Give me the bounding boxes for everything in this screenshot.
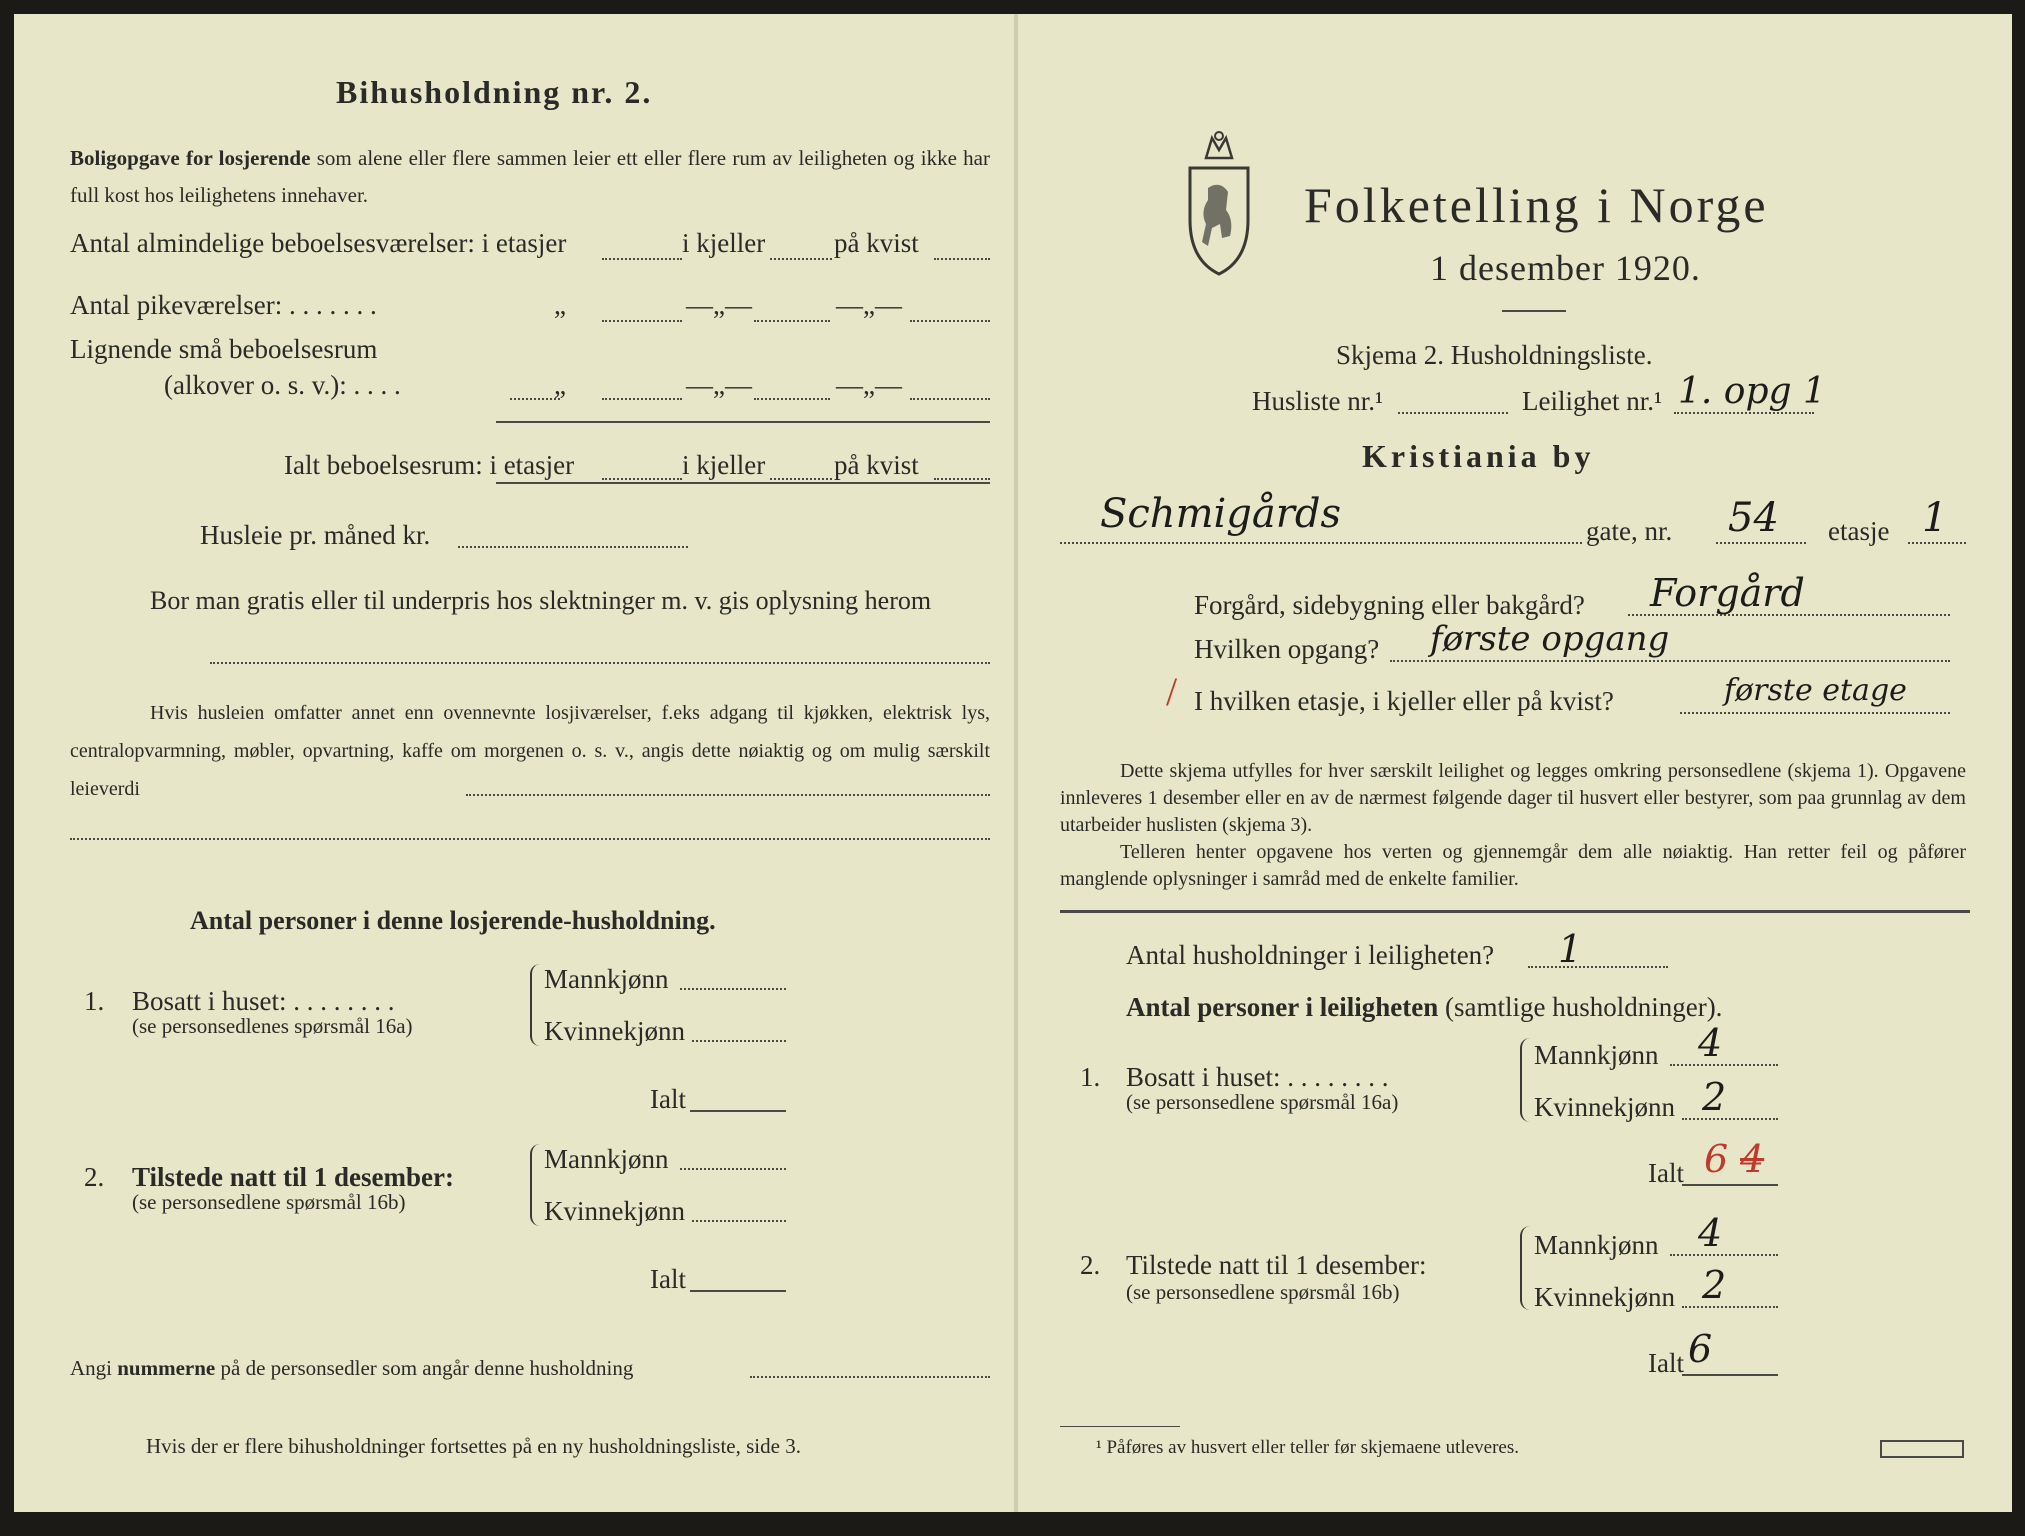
- ialt-kjeller-field[interactable]: [770, 478, 832, 480]
- alkover-ditto-kvist: —„—: [836, 370, 902, 400]
- q1-sub: (se personsedlenes spørsmål 16a): [132, 1014, 413, 1038]
- q2-kvinne-value: 2: [1702, 1263, 1727, 1307]
- alkover-label: (alkover o. s. v.): . . . .: [164, 370, 401, 400]
- intro-paragraph: [70, 140, 990, 214]
- pike-ditto: „: [554, 290, 566, 320]
- q2-ialt-field[interactable]: [690, 1290, 786, 1292]
- right-page: [1018, 14, 2012, 1512]
- husleie-note: Hvis husleien omfatter annet enn ovennevnte losjiværelser, f.eks adgang til kjøkken, elektrisk lys, centralopvarmning, møbler, opvartning, kaffe om morgenen o. s. v., angis dette nøiaktig og om mulig særskilt leieverdi: [70, 702, 990, 800]
- q1-kvinne-label: Kvinnekjønn: [1534, 1092, 1675, 1122]
- alkover-kjeller-field[interactable]: [754, 398, 830, 400]
- q2-kvinne-field[interactable]: [692, 1220, 786, 1222]
- q1-brace: [1520, 1038, 1532, 1122]
- gate-nr-field[interactable]: [1716, 542, 1806, 544]
- q2-brace: [1520, 1226, 1532, 1310]
- bihusholdning-title: Bihusholdning nr. 2.: [336, 74, 653, 110]
- q1-kvinne-value: 2: [1702, 1075, 1727, 1119]
- q2-mann-value: 4: [1698, 1211, 1723, 1255]
- pike-label: Antal pikeværelser: . . . . . . .: [70, 290, 377, 320]
- footer-note: Hvis der er flere bihusholdninger fortsettes på en ny husholdningsliste, side 3.: [146, 1434, 801, 1458]
- instructions-2: Telleren henter opgavene hos verten og gjennemgår dem alle nøiaktig. Han retter feil og påfører manglende oplysninger i samråd med de enkelte familier.: [1060, 841, 1966, 890]
- q2-mann-label: Mannkjønn: [1534, 1230, 1659, 1260]
- kjeller-label: I hvilken etasje, i kjeller eller på kvist?: [1194, 686, 1614, 716]
- census-title: Folketelling i Norge: [1304, 177, 1769, 233]
- angi-field[interactable]: [750, 1376, 990, 1378]
- husleie-field[interactable]: [458, 546, 688, 548]
- q2-sub: (se personsedlene spørsmål 16b): [1126, 1280, 1400, 1304]
- persons-heading-rest: (samtlige husholdninger).: [1438, 992, 1723, 1022]
- q2-label: Tilstede natt til 1 desember:: [1126, 1250, 1427, 1280]
- norway-coat-of-arms-icon: [1180, 128, 1258, 278]
- ialt-kvist-label: på kvist: [834, 450, 919, 480]
- q2-ialt-label: Ialt: [650, 1264, 686, 1294]
- q1-mann-value: 4: [1698, 1021, 1723, 1065]
- q1-kvinne-field[interactable]: [692, 1040, 786, 1042]
- rooms-label: Antal almindelige beboelsesværelser: i etasjer: [70, 228, 567, 258]
- gate-nr-value: 54: [1728, 495, 1779, 541]
- lignende-label: Lignende små beboelsesrum: [70, 334, 378, 364]
- q1-mann-label: Mannkjønn: [544, 964, 669, 994]
- alkover-lead-field[interactable]: [510, 398, 560, 400]
- angi-text: [70, 1358, 633, 1379]
- pike-kjeller-field[interactable]: [754, 320, 830, 322]
- etasje-value: 1: [1922, 495, 1948, 541]
- census-date: 1 desember 1920.: [1430, 248, 1701, 288]
- left-page: [14, 14, 1014, 1512]
- q1-kvinne-field[interactable]: [1682, 1118, 1778, 1120]
- printer-stamp: [1880, 1440, 1964, 1458]
- q2-ialt-value: 6: [1688, 1327, 1713, 1371]
- q2-kvinne-label: Kvinnekjønn: [1534, 1282, 1675, 1312]
- street-field[interactable]: [1060, 542, 1582, 544]
- ialt-etasjer-field[interactable]: [602, 478, 682, 480]
- husleie-note-field-2[interactable]: [70, 838, 990, 840]
- antal-hush-label: Antal husholdninger i leiligheten?: [1126, 940, 1495, 970]
- etasje-field[interactable]: [1908, 542, 1966, 544]
- angi-bold: nummerne: [117, 1356, 216, 1380]
- husleie-note-field[interactable]: [466, 794, 990, 796]
- q2-sub: (se personsedlene spørsmål 16b): [132, 1190, 406, 1214]
- etasje-label: etasje: [1828, 516, 1890, 546]
- q1-ialt-field[interactable]: [1682, 1184, 1778, 1186]
- husliste-label: Husliste nr.¹: [1252, 386, 1384, 416]
- rooms-kvist-field[interactable]: [934, 258, 990, 260]
- opgang-value: første opgang: [1430, 619, 1670, 659]
- q1-ialt-struck: 4: [1740, 1137, 1765, 1181]
- pike-ditto-kvist: —„—: [836, 290, 902, 320]
- footnote: ¹ Påføres av husvert eller teller før skjemaene utleveres.: [1096, 1437, 1519, 1458]
- q1-ialt-label: Ialt: [1648, 1158, 1684, 1188]
- rooms-kvist-label: på kvist: [834, 228, 919, 258]
- instructions: Dette skjema utfylles for hver særskilt leilighet og legges omkring personsedlene (skjema 1). Opgavene innleveres 1 desember eller en av de nærmest følgende dager til husvert eller bestyrer, som paa grunnlag av dem utarbeider huslisten (skjema 3).: [1060, 760, 1966, 836]
- q2-kvinne-label: Kvinnekjønn: [544, 1196, 685, 1226]
- alkover-ditto: „: [554, 370, 566, 400]
- persons-heading: [1126, 994, 1722, 1021]
- kjeller-value: første etage: [1724, 673, 1907, 708]
- q1-ialt-value: 6: [1704, 1137, 1729, 1181]
- city-name: Kristiania by: [1362, 438, 1595, 474]
- persons-heading: Antal personer i denne losjerende-husholdning.: [190, 906, 716, 935]
- gate-label: gate, nr.: [1586, 516, 1673, 546]
- gratis-field[interactable]: [210, 662, 990, 664]
- q2-brace: [530, 1144, 542, 1226]
- alkover-kvist-field[interactable]: [910, 398, 990, 400]
- opgang-label: Hvilken opgang?: [1194, 634, 1380, 664]
- q1-num: 1.: [1080, 1062, 1101, 1092]
- forgaard-value: Forgård: [1650, 571, 1805, 615]
- q1-num: 1.: [84, 986, 105, 1016]
- q2-kvinne-field[interactable]: [1682, 1306, 1778, 1308]
- q2-mann-field[interactable]: [680, 1168, 786, 1170]
- q2-mann-label: Mannkjønn: [544, 1144, 669, 1174]
- section-rule: [1060, 910, 1970, 913]
- street-value: Schmigårds: [1100, 491, 1341, 537]
- q1-sub: (se personsedlene spørsmål 16a): [1126, 1090, 1399, 1114]
- angi-rest: på de personsedler som angår denne husholdning: [215, 1356, 634, 1380]
- pencil-mark: /: [1166, 669, 1178, 714]
- q1-mann-field[interactable]: [1670, 1064, 1778, 1066]
- q2-ialt-field[interactable]: [1682, 1374, 1778, 1376]
- q2-mann-field[interactable]: [1670, 1254, 1778, 1256]
- alkover-etasjer-field[interactable]: [602, 398, 682, 400]
- q1-ialt-label: Ialt: [650, 1084, 686, 1114]
- skjema-label: Skjema 2. Husholdningsliste.: [1336, 340, 1653, 370]
- forgaard-label: Forgård, sidebygning eller bakgård?: [1194, 590, 1585, 620]
- q2-num: 2.: [84, 1162, 105, 1192]
- ialt-kjeller-label: i kjeller: [682, 450, 766, 480]
- pike-ditto-kjeller: —„—: [686, 290, 752, 320]
- q1-label: Bosatt i huset: . . . . . . . .: [132, 986, 395, 1016]
- rooms-kjeller-field[interactable]: [770, 258, 832, 260]
- rooms-kjeller-label: i kjeller: [682, 228, 766, 258]
- kjeller-field[interactable]: [1680, 712, 1950, 714]
- antal-hush-value: 1: [1558, 927, 1583, 971]
- sum-rule: [496, 421, 990, 423]
- q1-brace: [530, 964, 542, 1046]
- alkover-ditto-kjeller: —„—: [686, 370, 752, 400]
- q1-label: Bosatt i huset: . . . . . . . .: [1126, 1062, 1389, 1092]
- leilighet-field[interactable]: [1674, 412, 1814, 414]
- intro-bold: Boligopgave for losjerende: [70, 146, 311, 170]
- footnote-rule: [1060, 1426, 1180, 1427]
- leilighet-label: Leilighet nr.¹: [1522, 386, 1663, 416]
- husleie-label: Husleie pr. måned kr.: [200, 520, 431, 550]
- rooms-etasjer-field[interactable]: [602, 258, 682, 260]
- title-rule: [1502, 310, 1566, 312]
- persons-heading-bold: Antal personer i leiligheten: [1126, 992, 1439, 1022]
- leilighet-value: 1. opg 1: [1678, 371, 1826, 412]
- q2-ialt-label: Ialt: [1648, 1348, 1684, 1378]
- husliste-field[interactable]: [1398, 412, 1508, 414]
- intro-rest: som alene eller flere sammen leier ett eller flere rum av leiligheten og ikke har full kost hos leilighetens innehaver.: [70, 146, 990, 207]
- q1-ialt-field[interactable]: [690, 1110, 786, 1112]
- pike-etasjer-field[interactable]: [602, 320, 682, 322]
- ialt-kvist-field[interactable]: [934, 478, 990, 480]
- gratis-text: Bor man gratis eller til underpris hos slektninger m. v. gis oplysning herom: [150, 586, 932, 615]
- q2-label: Tilstede natt til 1 desember:: [132, 1162, 454, 1192]
- q2-num: 2.: [1080, 1250, 1101, 1280]
- ialt-rooms-label: Ialt beboelsesrum: i etasjer: [284, 450, 575, 480]
- antal-hush-field[interactable]: [1528, 966, 1668, 968]
- angi-pre: Angi: [70, 1356, 118, 1380]
- q1-kvinne-label: Kvinnekjønn: [544, 1016, 685, 1046]
- q1-mann-field[interactable]: [680, 988, 786, 990]
- pike-kvist-field[interactable]: [910, 320, 990, 322]
- q1-mann-label: Mannkjønn: [1534, 1040, 1659, 1070]
- opgang-field[interactable]: [1390, 660, 1950, 662]
- sum-rule-2: [496, 482, 990, 484]
